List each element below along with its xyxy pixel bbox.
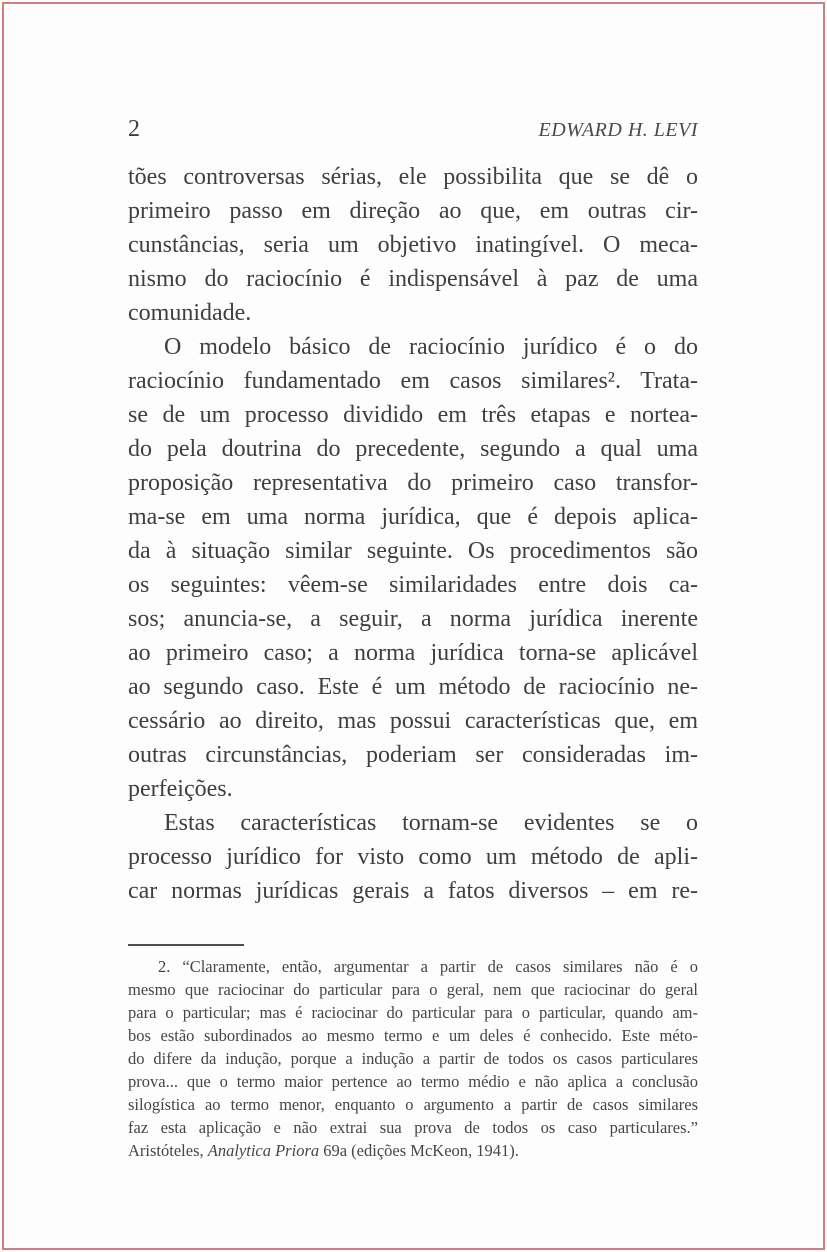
body-line: cessário ao direito, mas possui características que, em <box>128 708 698 734</box>
body-line: ao segundo caso. Este é um método de raciocínio ne- <box>128 674 698 700</box>
body-line: car normas jurídicas gerais a fatos diversos – em re- <box>128 878 698 904</box>
body-line: Estas características tornam-se evidentes se o <box>164 810 698 836</box>
footnote-separator <box>128 944 244 946</box>
footnote-line: 2. “Claramente, então, argumentar a partir de casos similares não é o <box>158 957 698 976</box>
footnote-line: para o particular; mas é raciocinar do particular para o particular, quando am- <box>128 1003 698 1022</box>
body-line: cunstâncias, seria um objetivo inatingível. O meca- <box>128 232 698 258</box>
body-line: outras circunstâncias, poderiam ser consideradas im- <box>128 742 698 768</box>
footnote <box>128 955 698 1162</box>
body-line: da à situação similar seguinte. Os procedimentos são <box>128 538 698 564</box>
body-line: nismo do raciocínio é indispensável à paz de uma <box>128 266 698 292</box>
footnote-line: bos estão subordinados ao mesmo termo e um deles é conhecido. Este méto- <box>128 1026 698 1045</box>
citation-suffix: 69a (edições McKeon, 1941). <box>319 1141 519 1160</box>
citation-work-title: Analytica Priora <box>207 1141 320 1160</box>
body-line: comunidade. <box>128 300 252 326</box>
body-line: tões controversas sérias, ele possibilita que se dê o <box>128 164 698 190</box>
page-content <box>128 116 698 1162</box>
body-line: os seguintes: vêem-se similaridades entre dois ca- <box>128 572 698 598</box>
footnote-line: silogística ao termo menor, enquanto o argumento a partir de casos similares <box>128 1095 698 1114</box>
body-line: raciocínio fundamentado em casos similares². Trata- <box>128 368 698 394</box>
footnote-line: mesmo que raciocinar do particular para o geral, nem que raciocinar do geral <box>128 980 698 999</box>
body-line: do pela doutrina do precedente, segundo a qual uma <box>128 436 698 462</box>
footnote-line: faz esta aplicação e não extrai sua prova de todos os caso particulares.” <box>128 1118 698 1137</box>
body-line: sos; anuncia-se, a seguir, a norma jurídica inerente <box>128 606 698 632</box>
body-line: processo jurídico for visto como um método de apli- <box>128 844 698 870</box>
body-line: proposição representativa do primeiro caso transfor- <box>128 470 698 496</box>
body-line: O modelo básico de raciocínio jurídico é o do <box>164 334 698 360</box>
body-line: ao primeiro caso; a norma jurídica torna-se aplicável <box>128 640 698 666</box>
body-line: se de um processo dividido em três etapas e nortea- <box>128 402 698 428</box>
body-line: ma-se em uma norma jurídica, que é depois aplica- <box>128 504 698 530</box>
citation-prefix: Aristóteles, <box>128 1141 208 1160</box>
footnote-line: do difere da indução, porque a indução a partir de todos os casos particulares <box>128 1049 698 1068</box>
body-line: primeiro passo em direção ao que, em outras cir- <box>128 198 698 224</box>
body-line: perfeições. <box>128 776 233 802</box>
footnote-citation <box>128 1139 698 1162</box>
body-text <box>128 160 698 908</box>
page-number: 2 <box>128 116 140 142</box>
footnote-line: prova... que o termo maior pertence ao termo médio e não aplica a conclusão <box>128 1072 698 1091</box>
running-head <box>128 116 698 146</box>
running-title: EDWARD H. LEVI <box>538 119 698 141</box>
